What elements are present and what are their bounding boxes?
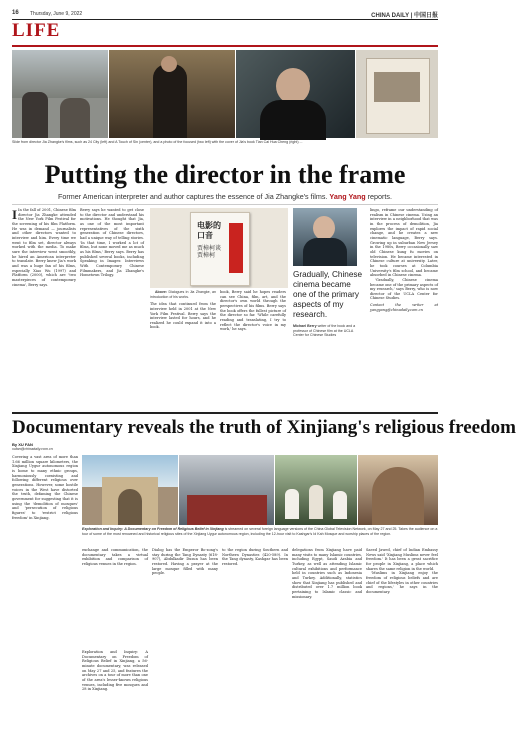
issue-date: Thursday, June 9, 2022 bbox=[30, 11, 83, 17]
second-column-1: Covering a vast area of more than 1.66 million square kilometers, the Xinjiang Uygur autonomous region is home to many ethnic groups, harmoniously coexisting and following different religious over generations. However, some hostile voices in the West have distorted the truth, defaming the Chinese government for suggesting that it is using the 'demolition of mosques' and 'persecution of religious figures' to 'restrict religious freedom' in Xinjiang. bbox=[12, 455, 78, 520]
page-number: 16 bbox=[12, 10, 19, 16]
contact-line: Contact the writer at yangyang@chinadaily.com.cn bbox=[370, 303, 438, 312]
pull-quote-block bbox=[293, 208, 367, 408]
deck-rule bbox=[12, 204, 438, 205]
brand-name: CHINA DAILY | 中国日报 bbox=[371, 13, 438, 19]
second-column-5: delegations from Xinjiang have paid many visits to many Islamic countries, including Egypt, Saudi Arabia and Turkey, as well as attending Islamic cultural exhibitions and performance held in countries such as Indonesia and Turkey. Additionally, statistics show that Xinjiang has published and distributed over 1.7 million book pertaining to Islamic classic and missionary. bbox=[292, 548, 362, 599]
second-column-2: Exploration and Inquiry: A Documentary on Freedom of Religious Belief in Xinjiang, a 56-minute documentary, was released on May 27 and 25, and features the archives on a tour of more than one of the area's lesser-known religious venues, including five mosques and 28 in Xinjiang. bbox=[82, 650, 148, 692]
deck-author: Yang Yang bbox=[329, 192, 366, 201]
photo-director-portrait bbox=[236, 50, 355, 138]
main-headline: Putting the director in the frame bbox=[44, 160, 406, 189]
book-caption: Dialogues in Jia Zhangke, an introduction of his works. bbox=[150, 290, 216, 299]
second-column-2a: exchange and communication, the documentary takes a virtual exhibition and comparison of religious venues in the region. bbox=[82, 548, 148, 566]
second-byline: By XU FAN bbox=[12, 442, 33, 447]
article-column-1: I In the fall of 2001, Chinese film director Jia Zhangke attended the New York Film Festival for the screening of his film Platform. He was in demand — journalists and other directors wanted to interview and him. Every time we went to film set, director always worked with the media. To make sure the interview went smoothly, he hired an American interpreter to translate. Berry knew Jia's work and was a huge fan of his films, especially Xiao Wu (1997) and Platform (2000), which are 'two masterpieces of contemporary cinema', Berry says. bbox=[12, 207, 76, 287]
article-column-3: Above: Dialogues in Jia Zhangke, an introduction of his works. The idea that continued from the interview held in 2001 at the New York Film Festival. Berry says the interview lasted for hours, and he realized he could expand it into a book. bbox=[150, 290, 216, 330]
header-rule bbox=[12, 19, 438, 20]
photo-mosque-hall bbox=[358, 455, 438, 525]
top-photo-caption: Slide from director Jia Zhangke's films, such as 24 City (left) and A Touch of Sin (center), and a photo of the focused (two left) with the cover of Jia's book Tian Cai Hua Cheng (right) ... bbox=[12, 140, 303, 144]
photo-worshippers bbox=[275, 455, 357, 525]
second-headline: Documentary reveals the truth of Xinjiang's religious freedom bbox=[12, 417, 516, 438]
photo-book-cover bbox=[356, 50, 438, 138]
story-divider bbox=[12, 412, 438, 414]
drop-cap: I bbox=[12, 207, 18, 222]
photo-mosque-interior bbox=[179, 455, 274, 525]
author-portrait bbox=[293, 208, 357, 266]
book-title-cn: 电影的口音 bbox=[197, 221, 221, 240]
second-column-4: to the region during Southern and Northern Dynasties (420-589). In the Tang dynasty, Kashgar has been restored. bbox=[222, 548, 288, 566]
section-title: LIFE bbox=[12, 20, 61, 41]
pull-quote: Gradually, Chinese cinema became one of the primary aspects of my research. bbox=[293, 270, 363, 319]
book-photo bbox=[150, 208, 288, 288]
article-column-5: lingo, reframe our understanding of realism in Chinese cinema. Using an interview in a neighborhood that was in the process of demolition, Jia explores the impact of rapid social change, and he creates a new cinematic language, Berry says. Growing up in suburban New Jersey in the 1980s, Berry occasionally saw old Chinese kung fu movies on television. He became interested in Chinese culture at university. Later, he took courses at Columbia University's film school, and became absorbed in Chinese cinema. 'Gradually, Chinese cinema became one of the primary aspects of my research,' says Berry, who is now director of the UCLA Center for Chinese Studies. Contact the writer at yangyang@chinadaily.com.cn bbox=[370, 208, 438, 312]
book-subtitle-cn: 贾樟柯谈贾樟柯 bbox=[197, 245, 222, 259]
photo-film-still-center bbox=[109, 50, 235, 138]
main-deck: Former American interpreter and author captures the essence of Jia Zhangke's films. Yang Yang reports. bbox=[57, 192, 393, 201]
second-column-6: Saeed Jawed, chief of Indian Embassy News said 'Xinjiang Muslims never feel freedom.' It has been a great sacrifice for people in Xinjiang, a place which shares the same religion in the world. 'Muslims in Xinjiang enjoy the freedom of religious beliefs and are chief of the lifestyles in other countries and regions,' he says in the documentary. bbox=[366, 548, 438, 594]
article-column-4: book, Berry said he hopes readers can see China, film, art, and the director's own world through the perspectives of his films. Berry says the book offers the fullest picture of the director so far. 'While carefully reading and translating, I try to reflect the director's voice in my work,' he says. bbox=[220, 290, 286, 332]
second-photo-caption: Exploration and Inquiry: A Documentary on Freedom of Religious Belief in Xinjiang is streamed on several foreign language versions of the China Global Television Network, on May 27 and 25. Takes the audience on a tour of some of the most renowned and historical religious sites of the Xinjiang Uygur autonomous region, including the 12-hour visit to Kashgar's Id Kah Mosque and worship places of the region. bbox=[82, 527, 438, 536]
article-column-2: Berry says he wanted to get close to the director and understand his motivations. He thought that Jia, as one of the most important representatives of the sixth generation of Chinese directors, had a unique way of telling stories. 'In that time, I worked a lot of films, but none moved me as much as his films,' Berry says. Berry has published several books, including Speaking in Images: Interviews With Contemporary Chinese Filmmakers, and Jia Zhangke's Hometown Trilogy. bbox=[80, 208, 144, 278]
second-column-3: Dialog has the Emperor Bo-zong's stay during the Tang Dynasty (618-907), Abdulkadir Dusun has been restored. Having a prayer at the large mosque filled with many people. bbox=[152, 548, 218, 576]
photo-mosque-exterior bbox=[82, 455, 178, 525]
second-byline-email: xufan@chinadaily.com.cn bbox=[12, 447, 53, 451]
section-rule bbox=[12, 45, 438, 47]
photo-film-still-left bbox=[12, 50, 108, 138]
pull-quote-attribution: Michael Berry writer of the book and a professor of Chinese film at the UCLA Center for Chinese Studies bbox=[293, 324, 356, 338]
